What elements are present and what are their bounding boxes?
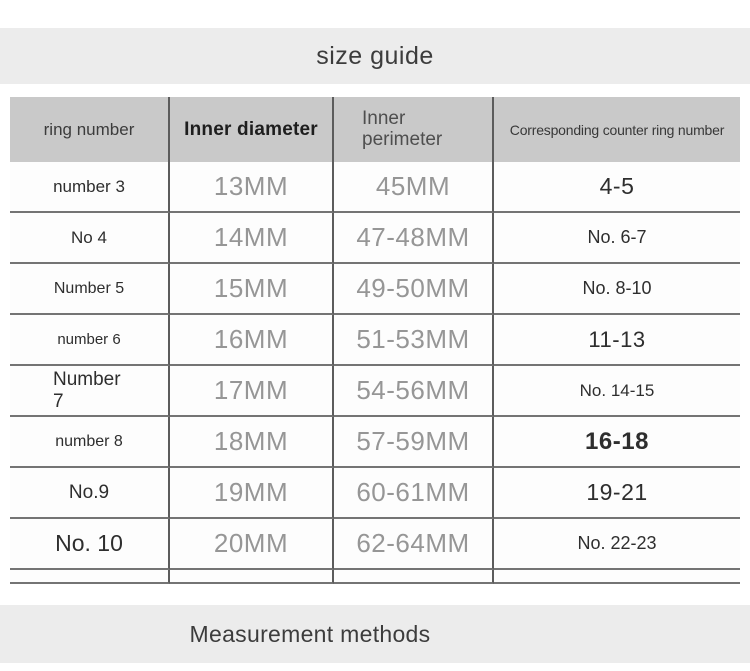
counter-ring-cell bbox=[494, 417, 740, 468]
inner-diameter-value: 17MM bbox=[213, 375, 289, 405]
inner-diameter-cell bbox=[170, 468, 334, 519]
ring-number-value: Number 7 bbox=[53, 368, 121, 412]
measurement-methods-title: Measurement methods bbox=[189, 620, 431, 647]
counter-ring-cell bbox=[494, 468, 740, 519]
inner-diameter-value: 20MM bbox=[213, 528, 289, 558]
inner-perimeter-cell bbox=[334, 366, 494, 417]
counter-ring-value: No. 14-15 bbox=[579, 380, 655, 400]
counter-ring-value: 4-5 bbox=[599, 173, 635, 199]
ring-number-value: No.9 bbox=[68, 481, 110, 503]
inner-perimeter-value: 57-59MM bbox=[356, 426, 470, 456]
inner-perimeter-value: 54-56MM bbox=[356, 375, 470, 405]
inner-diameter-cell bbox=[170, 519, 334, 570]
column-header-label: Inner perimeter bbox=[362, 107, 443, 150]
counter-ring-value: 19-21 bbox=[586, 479, 648, 505]
inner-perimeter-value: 49-50MM bbox=[356, 273, 470, 303]
counter-ring-cell bbox=[494, 162, 740, 213]
inner-perimeter-cell bbox=[334, 162, 494, 213]
inner-diameter-value: 14MM bbox=[213, 222, 289, 252]
ring-number-value: No. 10 bbox=[55, 530, 123, 556]
counter-ring-cell bbox=[494, 519, 740, 570]
inner-perimeter-cell bbox=[334, 417, 494, 468]
ring-number-cell bbox=[10, 366, 170, 417]
inner-perimeter-cell bbox=[334, 519, 494, 570]
inner-diameter-value: 19MM bbox=[213, 477, 289, 507]
ring-number-value: number 3 bbox=[53, 176, 125, 196]
ring-number-cell bbox=[10, 213, 170, 264]
ring-number-cell bbox=[10, 264, 170, 315]
ring-number-value: number 6 bbox=[57, 331, 121, 348]
size-guide-title: size guide bbox=[316, 41, 434, 70]
ring-number-value: Number 5 bbox=[53, 279, 125, 297]
inner-diameter-value: 18MM bbox=[213, 426, 289, 456]
table-stub-cell bbox=[494, 570, 740, 584]
column-header-label: ring number bbox=[43, 119, 135, 139]
counter-ring-cell bbox=[494, 366, 740, 417]
ring-number-cell bbox=[10, 519, 170, 570]
ring-number-value: No 4 bbox=[71, 227, 107, 247]
measurement-methods-banner bbox=[0, 605, 750, 663]
table-stub-cell bbox=[334, 570, 494, 584]
counter-ring-value: No. 6-7 bbox=[587, 227, 647, 247]
inner-diameter-value: 15MM bbox=[213, 273, 289, 303]
inner-diameter-cell bbox=[170, 264, 334, 315]
column-header-inner-diameter bbox=[170, 97, 334, 162]
inner-perimeter-cell bbox=[334, 264, 494, 315]
ring-number-cell bbox=[10, 468, 170, 519]
inner-diameter-cell bbox=[170, 366, 334, 417]
ring-number-value: number 8 bbox=[55, 432, 123, 450]
ring-size-table bbox=[10, 97, 740, 584]
inner-diameter-cell bbox=[170, 213, 334, 264]
inner-perimeter-cell bbox=[334, 213, 494, 264]
inner-diameter-cell bbox=[170, 162, 334, 213]
inner-perimeter-value: 62-64MM bbox=[356, 528, 470, 558]
ring-number-cell bbox=[10, 417, 170, 468]
counter-ring-value: No. 22-23 bbox=[577, 533, 657, 553]
inner-perimeter-value: 60-61MM bbox=[356, 477, 470, 507]
ring-number-cell bbox=[10, 162, 170, 213]
ring-number-cell bbox=[10, 315, 170, 366]
counter-ring-cell bbox=[494, 315, 740, 366]
inner-perimeter-cell bbox=[334, 468, 494, 519]
column-header-inner-perimeter bbox=[334, 97, 494, 162]
column-header-label: Inner diameter bbox=[184, 118, 318, 140]
column-header-label: Corresponding counter ring number bbox=[509, 121, 725, 138]
inner-diameter-cell bbox=[170, 417, 334, 468]
table-stub-cell bbox=[170, 570, 334, 584]
inner-perimeter-value: 51-53MM bbox=[356, 324, 470, 354]
counter-ring-value: 11-13 bbox=[588, 326, 646, 352]
counter-ring-value: 16-18 bbox=[585, 427, 649, 455]
table-stub-cell bbox=[10, 570, 170, 584]
counter-ring-cell bbox=[494, 213, 740, 264]
counter-ring-value: No. 8-10 bbox=[582, 278, 652, 298]
inner-diameter-value: 16MM bbox=[213, 324, 289, 354]
inner-perimeter-cell bbox=[334, 315, 494, 366]
inner-diameter-value: 13MM bbox=[213, 171, 289, 201]
inner-diameter-cell bbox=[170, 315, 334, 366]
inner-perimeter-value: 45MM bbox=[375, 171, 451, 201]
size-guide-banner bbox=[0, 28, 750, 84]
column-header-counter-ring bbox=[494, 97, 740, 162]
column-header-ring-number bbox=[10, 97, 170, 162]
inner-perimeter-value: 47-48MM bbox=[356, 222, 470, 252]
counter-ring-cell bbox=[494, 264, 740, 315]
